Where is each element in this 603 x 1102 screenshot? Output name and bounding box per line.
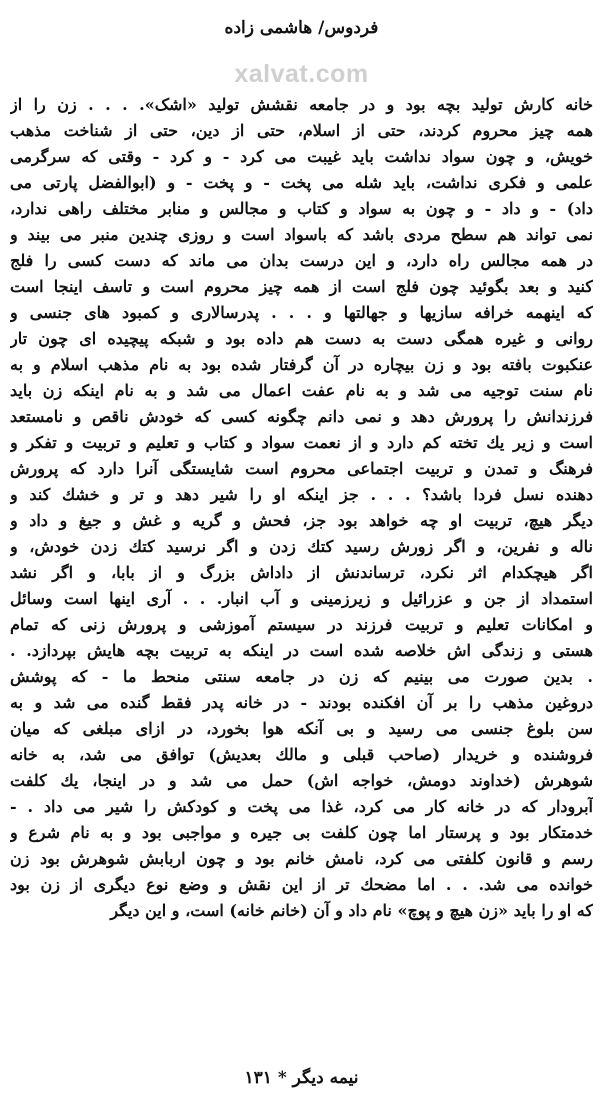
text-line: داد) - و داد - و چون به سواد و کتاب و مجالس و منابر مختلف راهی ندارد، bbox=[10, 199, 593, 218]
text-line: نام سنت توجیه می شد و به نام عفت اعمال می شد و به نام اینکه زن باید bbox=[10, 381, 593, 400]
text-line: خویش، و چون سواد نداشت باید غیبت می کرد - و کرد - وقتی که سرگرمی bbox=[10, 147, 593, 166]
text-line: همه چیز محروم کردند، حتی از اسلام، حتی از دین، حتی از شناخت مذهب bbox=[10, 121, 593, 140]
text-line: علمی و فکری نداشت، باید شله می پخت - و پخت - و (ابوالفضل پارتی می bbox=[10, 173, 593, 192]
text-line: سن بلوغ جنسی می رسید و بی آنکه هوا بخورد، در ازای مبلغی که میان bbox=[10, 719, 593, 738]
text-line: خدمتکار بود و پرستار اما چون کلفت بی جیره و مواجبی بود و به نام شرع و bbox=[10, 823, 593, 842]
text-line: نمی تواند هم سطح مردی باشد که باسواد است و روزی چندین منبر می بیند و bbox=[10, 225, 593, 244]
text-line: در همه مجالس راه دارد، و این درست بدان می ماند که دست کسی را فلج bbox=[10, 251, 593, 270]
page-footer: نیمه دیگر * ۱۳۱ bbox=[244, 1068, 359, 1088]
site-watermark: xalvat.com bbox=[234, 60, 369, 88]
text-line: فروشنده و خریدار (صاحب قبلی و مالك بعدیش) توافق می شد، به خانه bbox=[10, 745, 593, 764]
text-line: عنکبوت بافته بود و زن بیچاره در آن گرفتار شده بود به نام مذهب اسلام و به bbox=[10, 355, 593, 374]
text-line: کنید و بعد بگوئید چون فلج است از همه چیز محروم است و تاسف اینجا است bbox=[10, 277, 593, 296]
text-line: دیگر هیچ، تربیت او چه خواهد بود جز، فحش و گریه و غش و جیغ و داد و bbox=[10, 511, 593, 530]
text-line: دروغین مذهب را بر آن افکنده بودند - در خانه پدر فقط گنده می شد و به bbox=[10, 693, 593, 712]
text-line: . بدین صورت می بینیم که زن در جامعه سنتی منحط ما - که پوشش bbox=[10, 667, 593, 686]
text-line: فرزندانش را پرورش دهد و نمی دانم چگونه کسی که خودش ناقص و نامستعد bbox=[10, 407, 593, 426]
text-line: خوانده می شد. . . اما مضحك تر از این نقش و وضع نوع دیگری از زن بود bbox=[10, 875, 593, 894]
text-line: اگر هیچکدام اثر نکرد، ترساندنش از داداش بزرگ و از بابا، و اگر نشد bbox=[10, 563, 593, 582]
text-line: فرهنگ و تمدن و تربیت اجتماعی محروم است شایستگی آنرا دارد که پرورش bbox=[10, 459, 593, 478]
text-line: که او را باید «زن هیچ و پوچ» نام داد و آن (خانم خانه) است، و این دیگر bbox=[110, 901, 593, 920]
body-paragraph bbox=[10, 92, 593, 1054]
text-line: شوهرش (خداوند دومش، خواجه اش) حمل می شد و در اینجا، یك کلفت bbox=[10, 771, 593, 790]
running-head: فردوس/ هاشمی زاده bbox=[224, 18, 379, 38]
text-line: استمداد از جن و عزرائیل و زیرزمینی و آب انبار. . . آری اینها است وسائل bbox=[10, 589, 593, 608]
text-line: روانی و غیره همگی دست به دست هم داده بود و شبکه پیچیده ای چون تار bbox=[10, 329, 593, 348]
text-line: هستی و زندگی اش خلاصه شده است در اینکه به تربیت بچه هایش بپردازد. . bbox=[10, 641, 593, 660]
text-line: آبرودار که در خانه کار می کرد، غذا می پخت و کودکش را شیر می داد . - bbox=[10, 797, 593, 816]
text-line: خانه کارش تولید بچه بود و در جامعه نقشش تولید «اشک». . . . زن را از bbox=[10, 95, 593, 114]
text-line: رسم و قانون کلفتی می کرد، نامش خانم بود و چون اربابش شوهرش بود زن bbox=[10, 849, 593, 868]
text-line: دهنده نسل فردا باشد؟ . . . جز اینکه او را شیر دهد و تر و خشك کند و bbox=[10, 485, 593, 504]
text-line: که اینهمه خرافه سازیها و جهالتها و . . . پدرسالاری و کمبود های جنسی و bbox=[10, 303, 593, 322]
text-line: و امکانات تعلیم و تربیت فرزند در سیستم آموزشی و پرورش زنی که تمام bbox=[10, 615, 593, 634]
text-line: است و زیر یك تخته کم دارد و از نعمت سواد و کتاب و تعلیم و تربیت و تفکر و bbox=[10, 433, 593, 452]
text-line: ناله و نفرین، و اگر زورش رسید کتك زدن و اگر نرسید کتك زدن خودش، و bbox=[10, 537, 593, 556]
